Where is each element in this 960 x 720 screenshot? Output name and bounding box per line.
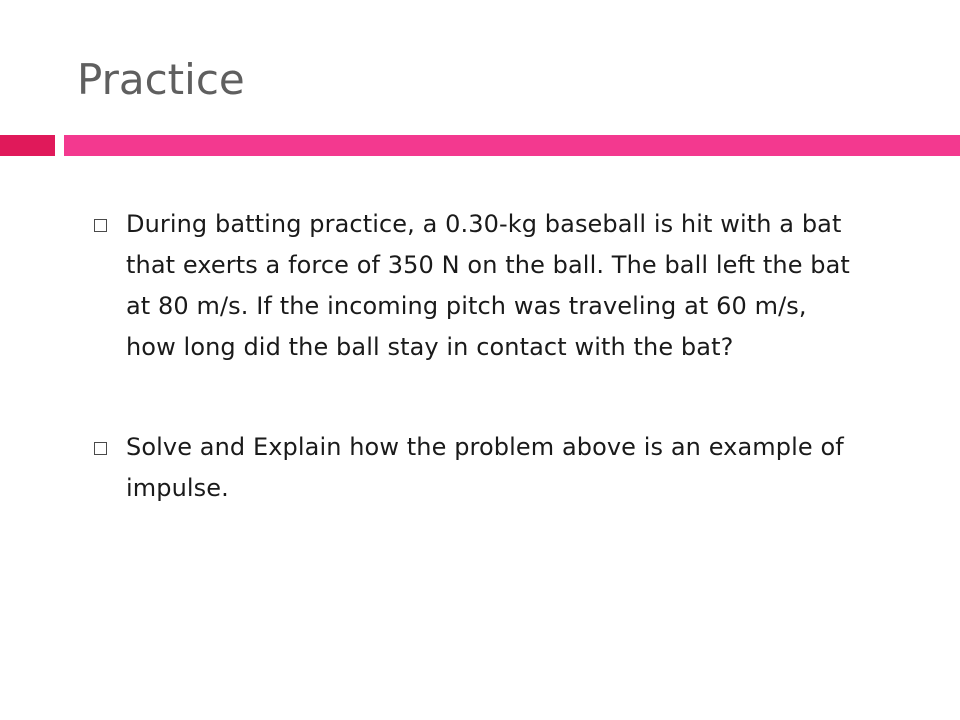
bullet-text-instruction: Solve and Explain how the problem above is an example of impulse. xyxy=(126,433,844,502)
bullet-list xyxy=(94,204,864,509)
accent-bar-right xyxy=(64,135,960,156)
hollow-square-bullet-icon xyxy=(94,442,107,455)
hollow-square-bullet-icon xyxy=(94,219,107,232)
slide-title: Practice xyxy=(77,55,245,104)
bullet-item-instruction xyxy=(94,427,864,509)
bullet-text-problem: During batting practice, a 0.30-kg baseball is hit with a bat that exerts a force of 350 N on the ball. The ball left the bat at 80 m/s. If the incoming pitch was traveling at 60 m/s, how long did the ball stay in contact with the bat? xyxy=(126,210,850,361)
accent-block-left xyxy=(0,135,55,156)
bullet-item-problem xyxy=(94,204,864,368)
